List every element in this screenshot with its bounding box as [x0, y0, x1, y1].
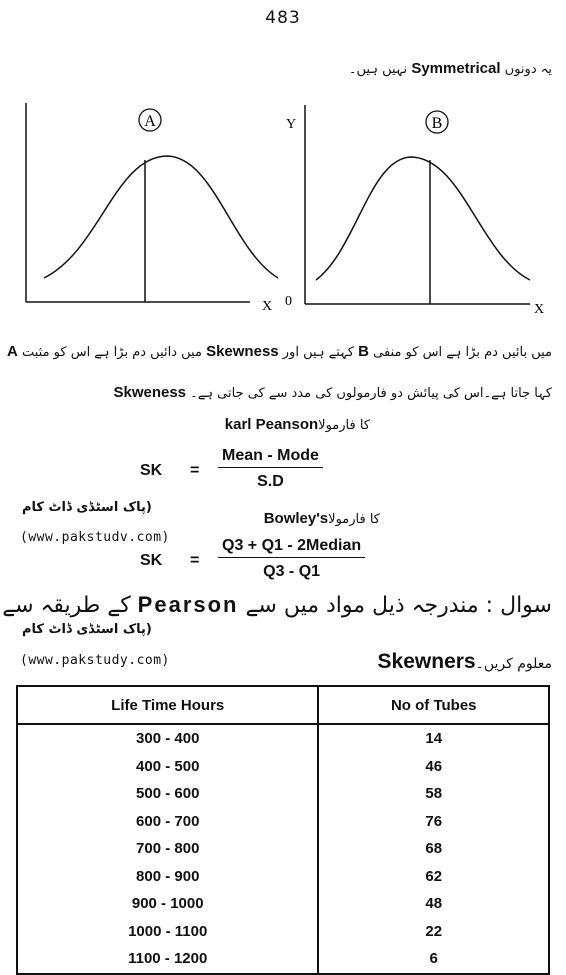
question-t1: سوال : مندرجہ ذیل مواد میں سے: [245, 593, 552, 618]
question-t2: کے طریقہ سے: [2, 593, 131, 618]
question-line2: [378, 650, 552, 674]
axis-origin-label: 0: [285, 294, 292, 309]
table-row: [17, 724, 549, 753]
axis-y-label: Y: [286, 117, 297, 132]
table-row: [17, 890, 549, 918]
karl-pearson-heading: [225, 416, 370, 433]
table-header-tubes: No of Tubes: [318, 686, 549, 724]
table-row: [17, 918, 549, 946]
table-cell-tubes: 6: [318, 945, 549, 974]
para2-t1: کہا جاتا ہے۔اس کی پیائش دو فارمولوں کی مدد سے کی جاتی ہے۔: [190, 386, 552, 401]
formula1-lhs: SK: [140, 462, 163, 479]
label-a: A: [144, 113, 156, 130]
formula2-numerator: Q3 + Q1 - 2Median: [218, 537, 365, 558]
table-row: [17, 753, 549, 781]
table-cell-tubes: 68: [318, 835, 549, 863]
question-term: Pearson: [137, 592, 239, 617]
para1-a: A: [6, 343, 18, 360]
formula2-lhs: SK: [140, 552, 163, 569]
para1-t2: کہتے ہیں اور: [282, 345, 354, 360]
table-header-row: [17, 686, 549, 724]
formula2-denominator: Q3 - Q1: [263, 563, 321, 580]
watermark-url: (www.pakstudv.com): [20, 530, 170, 545]
table-cell-tubes: 48: [318, 890, 549, 918]
skewness-paragraph-line1: [7, 343, 552, 360]
page-number: 483: [265, 8, 301, 28]
question-term2: Skewners: [377, 650, 476, 673]
table-cell-hours: 900 - 1000: [17, 890, 318, 918]
formula1-numerator: Mean - Mode: [218, 447, 323, 468]
line1-term: Symmetrical: [411, 60, 501, 77]
formula1-denominator: S.D: [257, 473, 284, 490]
karl-name: karl Peanson: [224, 416, 319, 433]
para2-term: Skweness: [113, 384, 187, 401]
bowley-heading: [264, 510, 380, 527]
table-cell-hours: 600 - 700: [17, 808, 318, 836]
table-cell-hours: 500 - 600: [17, 780, 318, 808]
axis-x-right-label: X: [534, 302, 545, 317]
question-t3: معلوم کریں۔: [475, 656, 552, 672]
table-cell-tubes: 62: [318, 863, 549, 891]
question-line1: [2, 592, 552, 618]
para1-t3: میں بائیں دم بڑا ہے اس کو منفی: [373, 345, 552, 360]
table-cell-tubes: 58: [318, 780, 549, 808]
table-cell-tubes: 76: [318, 808, 549, 836]
table-cell-hours: 800 - 900: [17, 863, 318, 891]
table-header-hours: Life Time Hours: [17, 686, 318, 724]
curve-b: [316, 157, 530, 280]
para1-t1: میں دائیں دم بڑا ہے اس کو مثبت: [21, 345, 202, 360]
table-cell-tubes: 46: [318, 753, 549, 781]
curve-a: [44, 156, 278, 278]
karl-suffix: کا فارمولا: [318, 418, 370, 433]
formula2-fraction: [218, 537, 365, 581]
frequency-table: [16, 685, 550, 975]
table-row: [17, 780, 549, 808]
bowley-suffix: کا فارمولا: [328, 512, 380, 527]
table-cell-hours: 300 - 400: [17, 724, 318, 753]
formula1-eq: =: [190, 462, 200, 479]
symmetrical-line: [349, 60, 552, 77]
table-cell-hours: 700 - 800: [17, 835, 318, 863]
formula1-fraction: [218, 447, 323, 491]
axis-x-left-label: X: [262, 299, 273, 314]
watermark-url-2: (www.pakstudy.com): [20, 653, 170, 668]
table-row: [17, 945, 549, 974]
table-row: [17, 808, 549, 836]
table-row: [17, 863, 549, 891]
para1-b: B: [358, 343, 369, 360]
table-row: [17, 835, 549, 863]
watermark-urdu: (پاک اسٹڈی ڈاٹ کام: [22, 500, 152, 515]
label-b: B: [431, 115, 443, 132]
table-cell-tubes: 14: [318, 724, 549, 753]
line1-prefix: یہ دونوں: [504, 62, 552, 77]
line1-suffix: نہیں ہیں۔: [348, 62, 408, 77]
para1-term: Skewness: [206, 343, 279, 360]
skewness-paragraph-line2: [113, 384, 552, 401]
bowley-name: Bowley's: [263, 510, 329, 527]
formula2-eq: =: [190, 552, 200, 569]
watermark-urdu-2: (پاک اسٹڈی ڈاٹ کام: [22, 622, 152, 637]
table-cell-hours: 400 - 500: [17, 753, 318, 781]
skewness-curves-figure: [0, 100, 566, 325]
table-cell-hours: 1000 - 1100: [17, 918, 318, 946]
table-cell-hours: 1100 - 1200: [17, 945, 318, 974]
table-cell-tubes: 22: [318, 918, 549, 946]
